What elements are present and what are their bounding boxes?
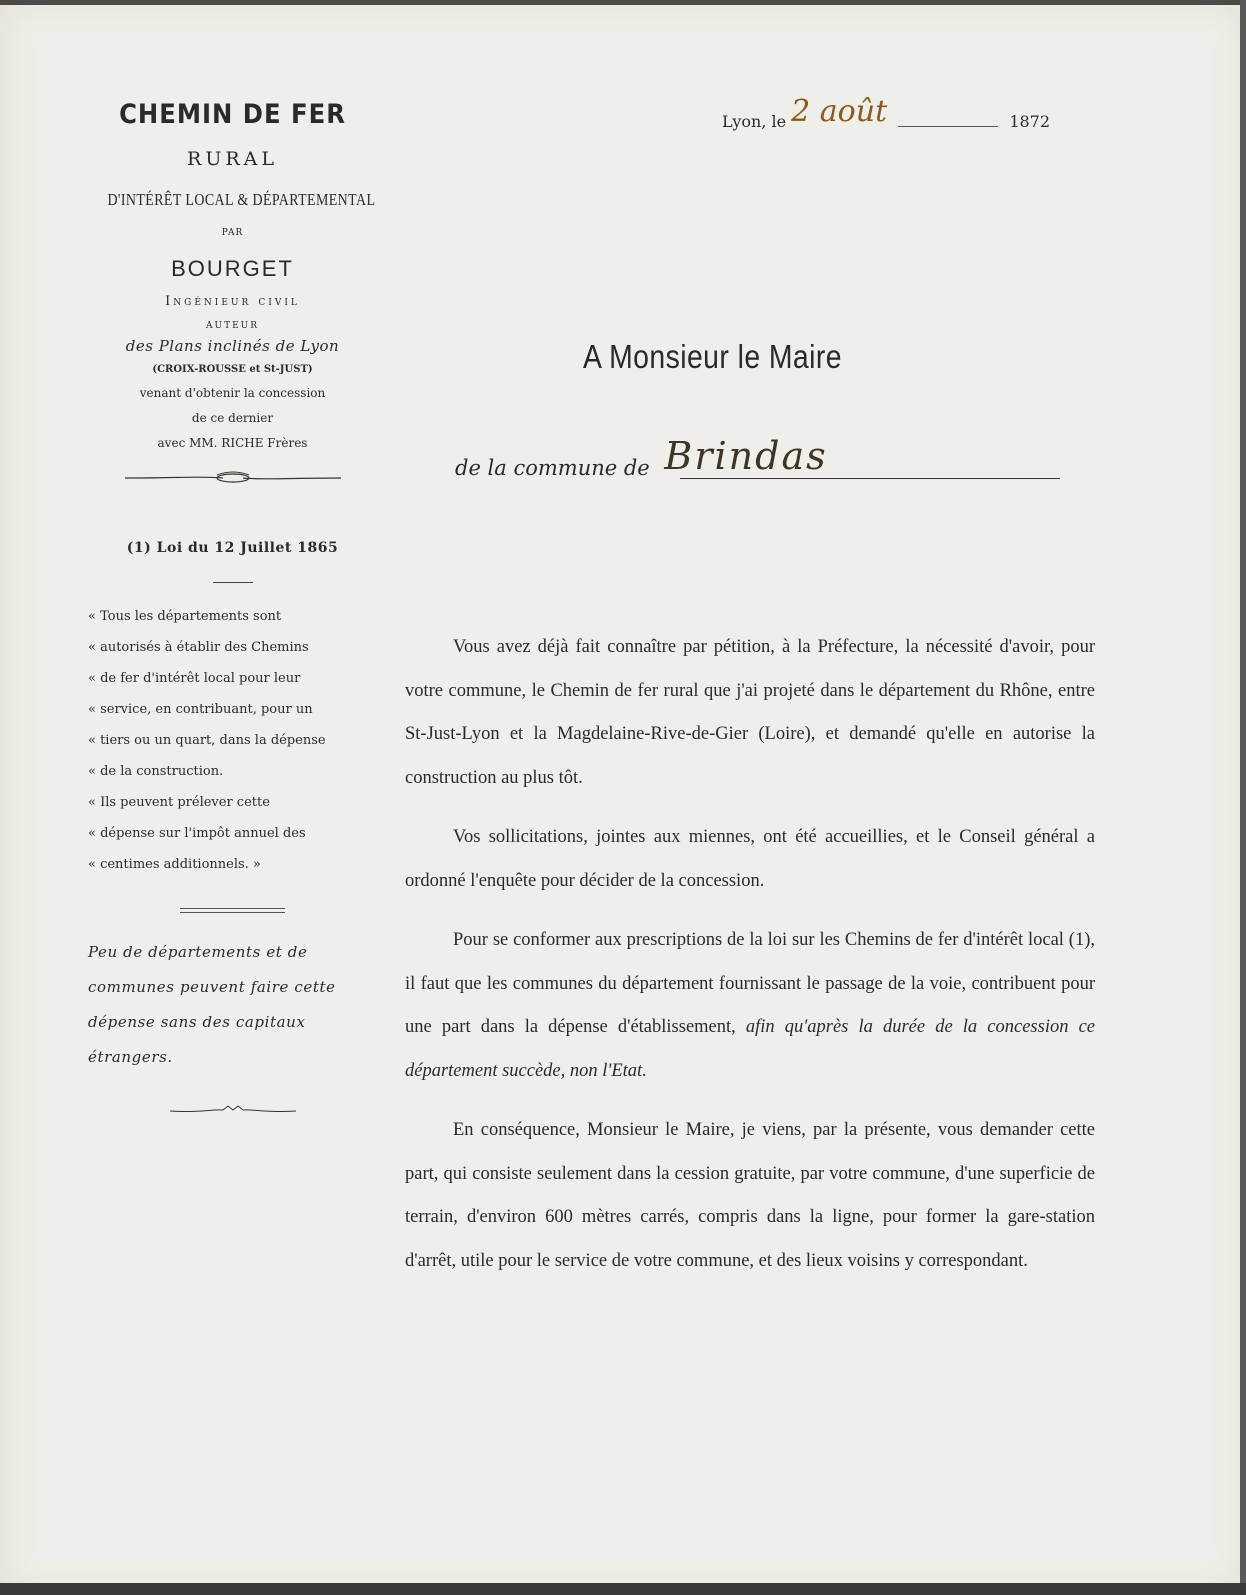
law-quote-line: « tiers ou un quart, dans la dépense [88, 733, 326, 748]
law-quote-line: « service, en contribuant, pour un [88, 702, 313, 717]
letterhead-column [80, 95, 385, 1117]
letter-body [405, 626, 1095, 1299]
body-paragraph: En conséquence, Monsieur le Maire, je viens, par la présente, vous demander cette part, qui consiste seulement dans la cession gratuite, par votre commune, d'une superficie de terrain, d'environ 600 mètres carrés, compris dans la ligne, pour former la gare-station d'arrêt, utile pour le service de votre commune, et des lieux voisins y correspondant. [405, 1120, 1095, 1271]
letterhead-profession: Ingénieur civil [165, 294, 300, 309]
short-divider [213, 582, 253, 583]
scan-top-edge [0, 0, 1246, 5]
letterhead-author: BOURGET [171, 256, 294, 281]
body-text-run: Pour se conformer aux prescriptions de la loi sur les Chemins de fer d'intérêt local (1), il faut que les communes du département fournissant le passage de la voie, contribuent pour une part dans la dépense d'établissement, [405, 930, 1095, 1037]
body-paragraph [405, 919, 1095, 1093]
law-quote-line: « Tous les départements sont [88, 609, 282, 624]
small-flourish-ornament [168, 1103, 298, 1117]
letterhead-title: CHEMIN DE FER [119, 99, 346, 130]
double-divider [180, 908, 285, 913]
law-title: (1) Loi du 12 Juillet 1865 [126, 540, 339, 556]
letterhead-line-1: venant d'obtenir la concession [139, 386, 326, 400]
note-italic [80, 935, 385, 1075]
letterhead-line-3: avec MM. RICHE Frères [157, 436, 308, 450]
note-line: Peu de départements et de [88, 943, 308, 961]
dateline-year: 1872 [1009, 112, 1051, 131]
dateline-handwritten-date: 2 août [791, 94, 888, 129]
body-italic-run: afin qu'après la durée de la concession ce département succède, non l'Etat. [405, 1017, 1095, 1081]
law-quote-line: « dépense sur l'impôt annuel des [88, 826, 306, 841]
letterhead-interet: D'INTÉRÊT LOCAL & DÉPARTEMENTAL [107, 190, 376, 209]
law-quote-line: « centimes additionnels. » [88, 857, 261, 872]
letterhead-croix: (CROIX-ROUSSE et St-JUST) [152, 364, 313, 375]
law-quote-line: « de fer d'intérêt local pour leur [88, 671, 301, 686]
note-line: étrangers. [88, 1048, 173, 1066]
law-quote [80, 601, 385, 880]
flourish-ornament [123, 470, 343, 486]
commune-underline [680, 478, 1060, 479]
dateline-city: Lyon, le [722, 112, 787, 131]
scan-bottom-edge [0, 1583, 1246, 1595]
law-quote-line: « de la construction. [88, 764, 224, 779]
letterhead-rural: RURAL [187, 148, 278, 170]
commune-handwritten-name: Brindas [664, 434, 828, 478]
body-paragraph: Vos sollicitations, jointes aux miennes, ont été accueillies, et le Conseil général a ordonné l'enquête pour décider de la concession. [405, 827, 1095, 891]
note-line: dépense sans des capitaux [88, 1013, 306, 1031]
law-quote-line: « autorisés à établir des Chemins [88, 640, 309, 655]
law-quote-line: « Ils peuvent prélever cette [88, 795, 270, 810]
scan-right-edge [1240, 0, 1246, 1595]
addressee-title: A Monsieur le Maire [583, 338, 842, 375]
dateline-rule [898, 126, 998, 127]
letterhead-plans: des Plans inclinés de Lyon [125, 337, 340, 355]
body-paragraph: Vous avez déjà fait connaître par pétition, à la Préfecture, la nécessité d'avoir, pour votre commune, le Chemin de fer rural que j'ai projeté dans le département du Rhône, entre St-Just-Lyon et la Magdelaine-Rive-de-Gier (Loire), et demandé qu'elle en autorise la construction au plus tôt. [405, 637, 1095, 788]
letterhead-par: PAR [221, 228, 244, 238]
letterhead-auteur: AUTEUR [205, 321, 260, 331]
note-line: communes peuvent faire cette [88, 978, 336, 996]
letterhead-line-2: de ce dernier [191, 411, 274, 425]
dateline [722, 94, 1051, 135]
commune-prefix: de la commune de [455, 456, 650, 480]
